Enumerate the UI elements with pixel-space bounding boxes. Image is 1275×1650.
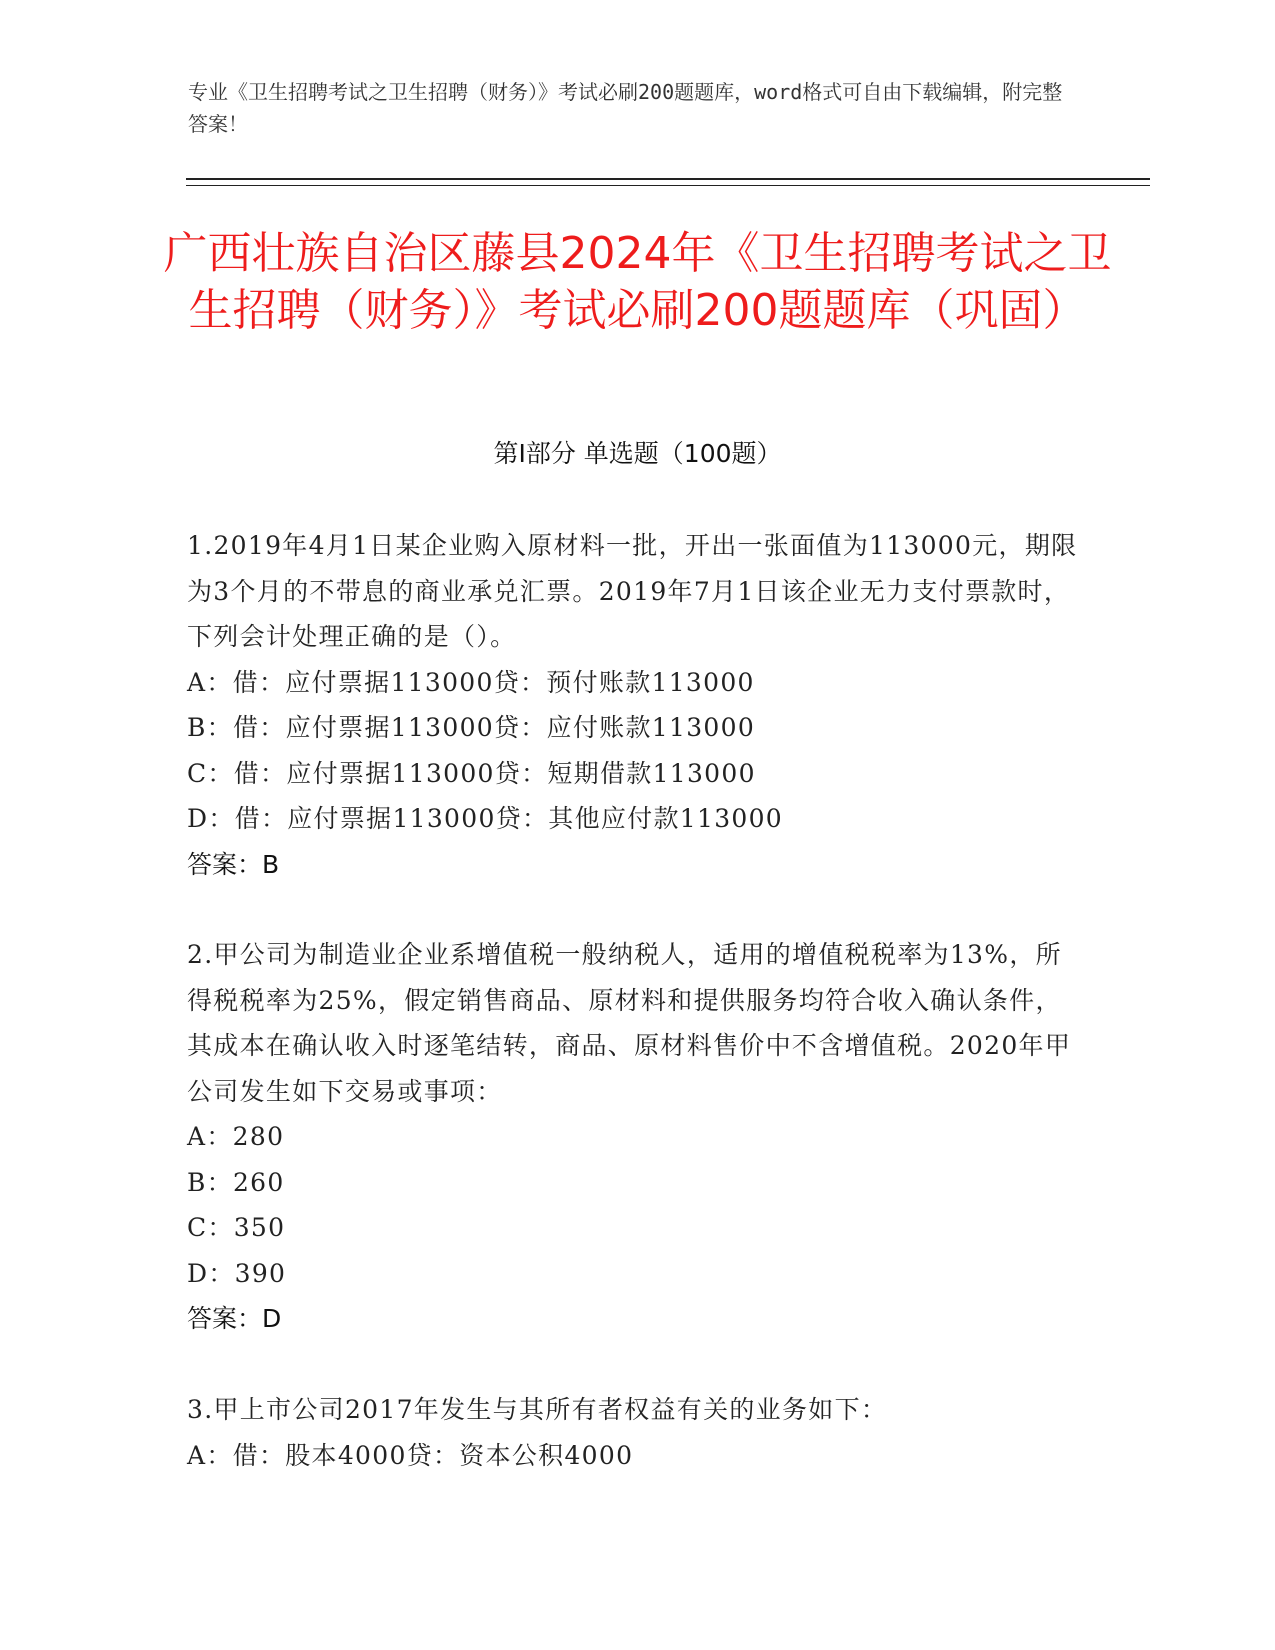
document-title: 广西壮族自治区藤县2024年《卫生招聘考试之卫生招聘（财务）》考试必刷200题题库（巩固） — [163, 228, 1112, 336]
question-3 — [187, 1387, 1082, 1478]
question-stem: 1.2019年4月1日某企业购入原材料一批，开出一张面值为113000元，期限为3个月的不带息的商业承兑汇票。2019年7月1日该企业无力支付票款时，下列会计处理正确的是（）。 — [187, 531, 1078, 651]
question-1 — [187, 523, 1082, 887]
option-d: D：390 — [187, 1258, 287, 1288]
question-2 — [187, 932, 1082, 1342]
option-b: B：260 — [187, 1167, 285, 1197]
option-c: C：350 — [187, 1213, 286, 1242]
header-note: 专业《卫生招聘考试之卫生招聘（财务）》考试必刷200题题库，word格式可自由下载编辑，附完整答案！ — [188, 80, 1063, 136]
option-c: C：借：应付票据113000贷：短期借款113000 — [187, 758, 756, 788]
question-stem: 2.甲公司为制造业企业系增值税一般纳税人，适用的增值税税率为13%，所得税税率为25%，假定销售商品、原材料和提供服务均符合收入确认条件，其成本在确认收入时逐笔结转，商品、原材料售价中不含增值税。2020年甲公司发生如下交易或事项： — [187, 940, 1072, 1106]
option-d: D：借：应付票据113000贷：其他应付款113000 — [187, 804, 784, 833]
answer: 答案：B — [187, 849, 280, 879]
question-stem: 3.甲上市公司2017年发生与其所有者权益有关的业务如下： — [187, 1395, 888, 1424]
header-rule-thin — [186, 185, 1150, 186]
option-a: A：借：应付票据113000贷：预付账款113000 — [187, 667, 755, 697]
section-heading: 第I部分 单选题（100题） — [493, 439, 782, 468]
header-rule-thick — [186, 178, 1150, 180]
option-b: B：借：应付票据113000贷：应付账款113000 — [187, 713, 756, 742]
option-a: A：借：股本4000贷：资本公积4000 — [187, 1440, 634, 1470]
answer: 答案：D — [187, 1304, 282, 1333]
option-a: A：280 — [187, 1122, 285, 1151]
